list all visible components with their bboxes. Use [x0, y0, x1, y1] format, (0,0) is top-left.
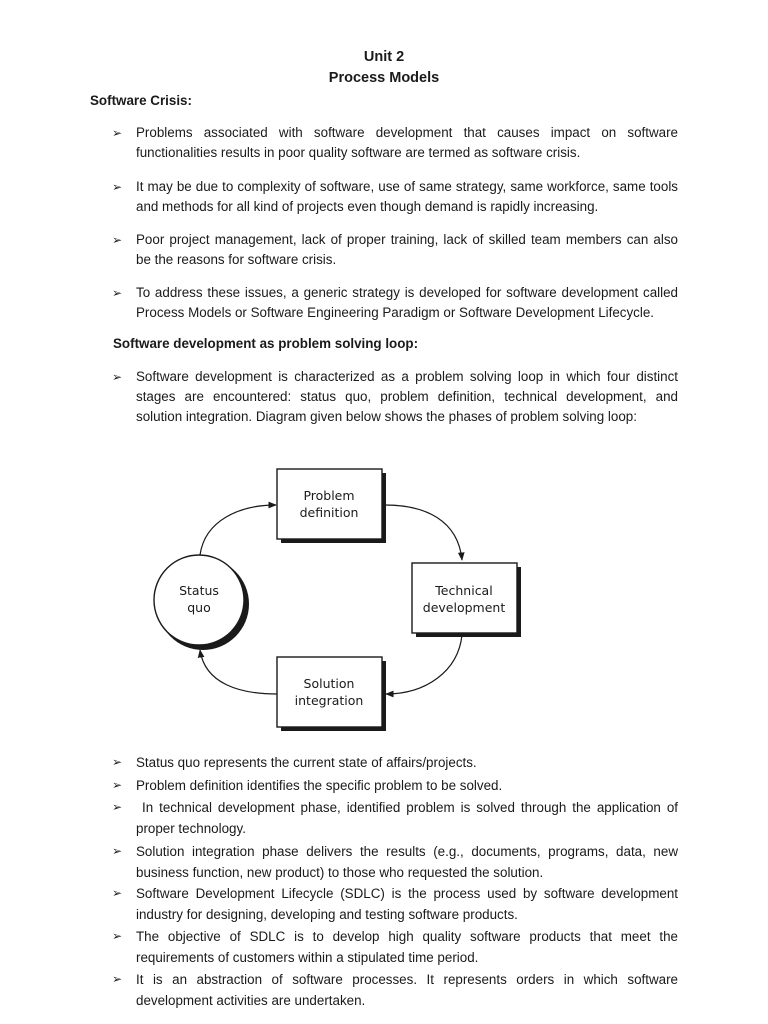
status-quo-label-line1: Status: [179, 583, 219, 598]
section-heading-software-crisis: Software Crisis:: [90, 93, 192, 108]
list-item: [112, 926, 678, 968]
arrow-bullet-icon: ➢: [112, 972, 123, 986]
list-item-text: Poor project management, lack of proper training, lack of skilled team members can also be the reasons for software crisis.: [136, 232, 678, 267]
technical-development-node: [412, 563, 521, 637]
arrow-bullet-icon: ➢: [112, 755, 123, 769]
list-item-text: Problem definition identifies the specific problem to be solved.: [136, 778, 503, 793]
list-item: [112, 969, 678, 1011]
problem-definition-node: [277, 469, 386, 543]
status-quo-node: [154, 555, 249, 650]
list-item-text: Software development is characterized as a problem solving loop in which four distinct stages are encountered: status quo, problem definition, technical development, and solution integration. Diagram given below shows the phases of problem solving loop:: [136, 369, 678, 424]
list-item-text: Solution integration phase delivers the results (e.g., documents, programs, data, new business function, new product) to those who requested the solution.: [136, 844, 678, 880]
list-item-text: It is an abstraction of software processes. It represents orders in which software development activities are undertaken.: [136, 972, 678, 1008]
technical-development-label-line1: Technical: [435, 583, 493, 598]
arrow-bullet-icon: ➢: [112, 778, 123, 792]
section-heading-problem-solving-loop: Software development as problem solving loop:: [113, 336, 419, 351]
list-item-text: Software Development Lifecycle (SDLC) is the process used by software development industry for designing, developing and testing software products.: [136, 886, 678, 922]
arrow-technical-to-solution: [386, 635, 462, 694]
problem-definition-label-line1: Problem: [303, 488, 355, 503]
list-item-text: In technical development phase, identified problem is solved through the application of proper technology.: [136, 800, 682, 836]
arrow-solution-to-status: [200, 650, 277, 694]
arrow-bullet-icon: ➢: [112, 370, 123, 384]
arrow-problem-to-technical: [385, 505, 462, 560]
list-item: [112, 883, 678, 925]
solution-integration-node: [277, 657, 386, 731]
unit-title: Unit 2: [363, 49, 405, 65]
list-item-text: Problems associated with software development that causes impact on software functionalities results in poor quality software are termed as software crisis.: [136, 125, 678, 160]
list-item: [112, 797, 682, 839]
list-item-text: Status quo represents the current state of affairs/projects.: [136, 755, 477, 770]
problem-definition-label-line2: definition: [299, 505, 359, 520]
list-item-text: The objective of SDLC is to develop high quality software products that meet the requirements of customers within a stipulated time period.: [136, 929, 678, 965]
arrow-bullet-icon: ➢: [112, 844, 123, 858]
arrow-bullet-icon: ➢: [112, 286, 123, 300]
arrow-bullet-icon: ➢: [112, 800, 123, 814]
technical-development-label-line2: development: [422, 600, 506, 615]
arrow-bullet-icon: ➢: [112, 886, 123, 900]
list-item-text: It may be due to complexity of software, use of same strategy, same workforce, same tools and methods for all kind of projects even though demand is rapidly increasing.: [136, 179, 678, 214]
status-quo-label-line2: quo: [187, 600, 211, 615]
solution-integration-label-line2: integration: [294, 693, 364, 708]
list-item: [112, 752, 678, 773]
arrow-bullet-icon: ➢: [112, 233, 123, 247]
solution-integration-label-line1: Solution: [303, 676, 355, 691]
arrow-bullet-icon: ➢: [112, 929, 123, 943]
page-title: Process Models: [328, 70, 440, 86]
list-item: [112, 841, 678, 883]
list-item: [112, 775, 678, 796]
arrow-status-to-problem: [200, 505, 276, 555]
arrow-bullet-icon: ➢: [112, 180, 123, 194]
list-item-text: To address these issues, a generic strategy is developed for software development called Process Models or Software Engineering Paradigm or Software Development Lifecycle.: [136, 285, 678, 320]
arrow-bullet-icon: ➢: [112, 126, 123, 140]
